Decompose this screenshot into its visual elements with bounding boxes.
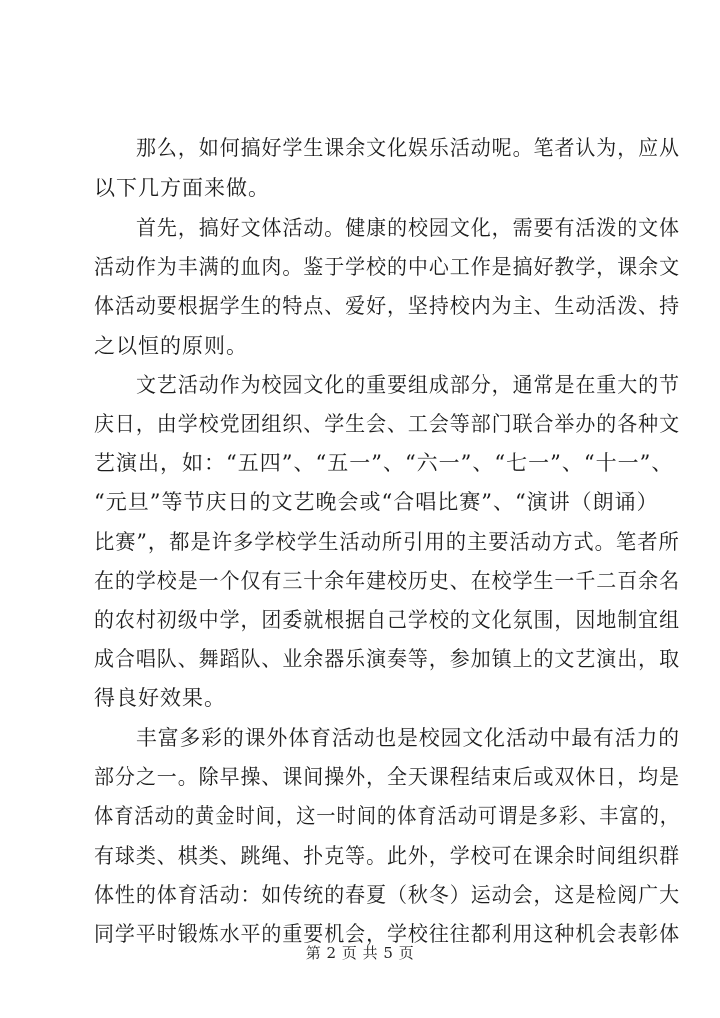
paragraph-1-line-2: 以下几方面来做。 — [94, 176, 270, 200]
paragraph-3-line-6: 在的学校是一个仅有三十余年建校历史、在校学生一千二百余名 — [94, 569, 681, 593]
paragraph-3-line-7: 的农村初级中学，团委就根据自己学校的文化氛围，因地制宜组 — [94, 608, 681, 632]
paragraph-1-line-1: 那么，如何搞好学生课余文化娱乐活动呢。笔者认为，应从 — [136, 136, 680, 160]
paragraph-2-line-3: 体活动要根据学生的特点、爱好，坚持校内为主、生动活泼、持 — [94, 294, 681, 318]
paragraph-3-line-9: 得良好效果。 — [94, 686, 226, 710]
paragraph-4-line-6: 同学平时锻炼水平的重要机会，学校往往都利用这种机会表彰体 — [94, 922, 681, 946]
paragraph-3-line-2: 庆日，由学校党团组织、学生会、工会等部门联合举办的各种文 — [94, 412, 681, 436]
paragraph-4-line-4: 有球类、棋类、跳绳、扑克等。此外，学校可在课余时间组织群 — [94, 844, 681, 868]
paragraph-4-line-5: 体性的体育活动：如传统的春夏（秋冬）运动会，这是检阅广大 — [94, 883, 681, 907]
paragraph-3-line-3: 艺演出，如：“五四”、“五一”、“六一”、“七一”、“十一”、 — [94, 451, 674, 475]
paragraph-2-line-4: 之以恒的原则。 — [94, 334, 248, 358]
paragraph-3-line-1: 文艺活动作为校园文化的重要组成部分，通常是在重大的节 — [136, 373, 680, 397]
paragraph-3-line-5: 比赛”，都是许多学校学生活动所引用的主要活动方式。笔者所 — [94, 530, 680, 554]
paragraph-3-line-4: “元旦”等节庆日的文艺晚会或“合唱比赛”、“演讲（朗诵） — [94, 490, 659, 514]
paragraph-4-line-1: 丰富多彩的课外体育活动也是校园文化活动中最有活力的 — [136, 726, 681, 750]
paragraph-2-line-2: 活动作为丰满的血肉。鉴于学校的中心工作是搞好教学，课余文 — [94, 255, 681, 279]
page-number-footer: 第 2 页 共 5 页 — [305, 944, 415, 962]
paragraph-4-line-3: 体育活动的黄金时间，这一时间的体育活动可谓是多彩、丰富的， — [94, 804, 681, 828]
paragraph-2-line-1: 首先，搞好文体活动。健康的校园文化，需要有活泼的文体 — [136, 216, 680, 240]
paragraph-4-line-2: 部分之一。除早操、课间操外，全天课程结束后或双休日，均是 — [94, 765, 681, 789]
paragraph-3-line-8: 成合唱队、舞蹈队、业余器乐演奏等，参加镇上的文艺演出，取 — [94, 647, 681, 671]
